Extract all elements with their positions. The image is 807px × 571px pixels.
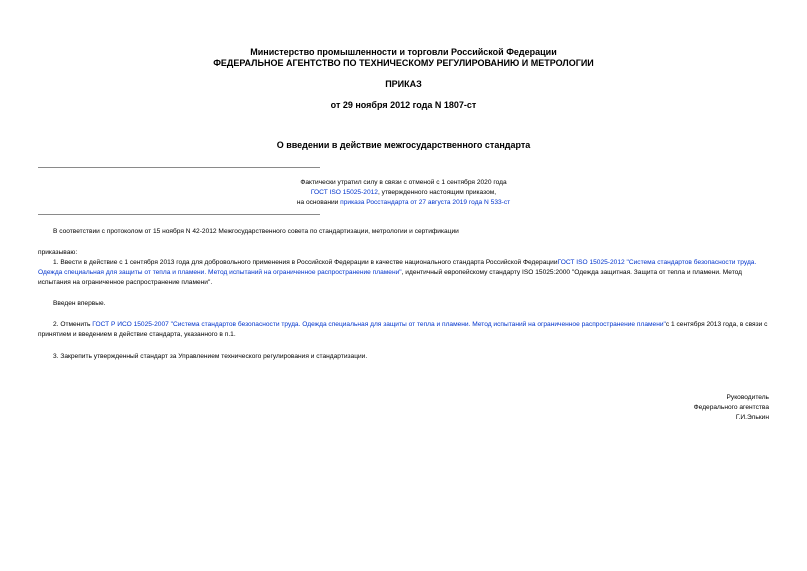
signature-title-1: Руководитель xyxy=(726,394,769,401)
item-1: 1. Ввести в действие с 1 сентября 2013 года для добровольного применения в Российской Федерации в качестве национального стандарта Российской ФедерацииГОСТ ISO 15025-2012 "Система стандартов безопасности труда. Одежда специальная для защиты от тепла и пламени. Метод испытаний на ограниченное распространение пламени", идентичный европейскому стандарту ISO 15025:2000 "Одежда защитная. Защита от тепла и пламени. Метод испытания на ограниченное распространение пламени". xyxy=(38,259,757,286)
status-line-1: Фактически утратил силу в связи с отменой с 1 сентября 2020 года xyxy=(300,179,507,186)
orders-label: приказываю: xyxy=(38,249,78,256)
ministry-name: Министерство промышленности и торговли Российской Федерации xyxy=(250,47,557,57)
agency-name: ФЕДЕРАЛЬНОЕ АГЕНТСТВО ПО ТЕХНИЧЕСКОМУ РЕГУЛИРОВАНИЮ И МЕТРОЛОГИИ xyxy=(213,58,594,68)
item-2: 2. Отменить ГОСТ Р ИСО 15025-2007 "Система стандартов безопасности труда. Одежда специальная для защиты от тепла и пламени. Метод испытаний на ограниченное распространение пламени"с 1 сентября 2013 года, в связи с принятием и введением в действие стандарта, указанного в п.1. xyxy=(38,321,768,338)
divider-top xyxy=(38,167,320,168)
document-date-number: от 29 ноября 2012 года N 1807-ст xyxy=(330,100,477,110)
preamble: В соответствии с протоколом от 15 ноября N 42-2012 Межгосударственного совета по стандартизации, метрологии и сертификации xyxy=(53,228,459,235)
gost-r-iso-15025-2007-link[interactable]: ГОСТ Р ИСО 15025-2007 "Система стандартов безопасности труда. Одежда специальная для защиты от тепла и пламени. Метод испытаний на ограниченное распространение пламени" xyxy=(92,321,666,328)
signature-block xyxy=(694,393,769,423)
signature-title-2: Федерального агентства xyxy=(693,404,769,411)
document-type: ПРИКАЗ xyxy=(385,79,422,89)
divider-bottom xyxy=(38,214,320,215)
status-line-3: на основании приказа Росстандарта от 27 августа 2019 года N 533-ст xyxy=(296,198,511,206)
gost-iso-link[interactable]: ГОСТ ISO 15025-2012 xyxy=(310,188,378,196)
document-subject: О введении в действие межгосударственного стандарта xyxy=(276,140,531,150)
gost-iso-15025-2012-link[interactable]: ГОСТ ISO 15025-2012 "Система стандартов безопасности труда. Одежда специальная для защиты от тепла и пламени. Метод испытаний на ограниченное распространение пламени" xyxy=(38,259,757,276)
introduced-note: Введен впервые. xyxy=(53,300,106,307)
status-line-2: ГОСТ ISO 15025-2012, утвержденного настоящим приказом, xyxy=(310,188,497,196)
signature-name: Г.И.Элькин xyxy=(735,414,769,421)
item-3: 3. Закрепить утвержденный стандарт за Управлением технического регулирования и стандартизации. xyxy=(53,353,368,360)
rosstandart-order-link[interactable]: приказа Росстандарта от 27 августа 2019 года N 533-ст xyxy=(340,198,511,206)
status-note xyxy=(0,178,807,207)
